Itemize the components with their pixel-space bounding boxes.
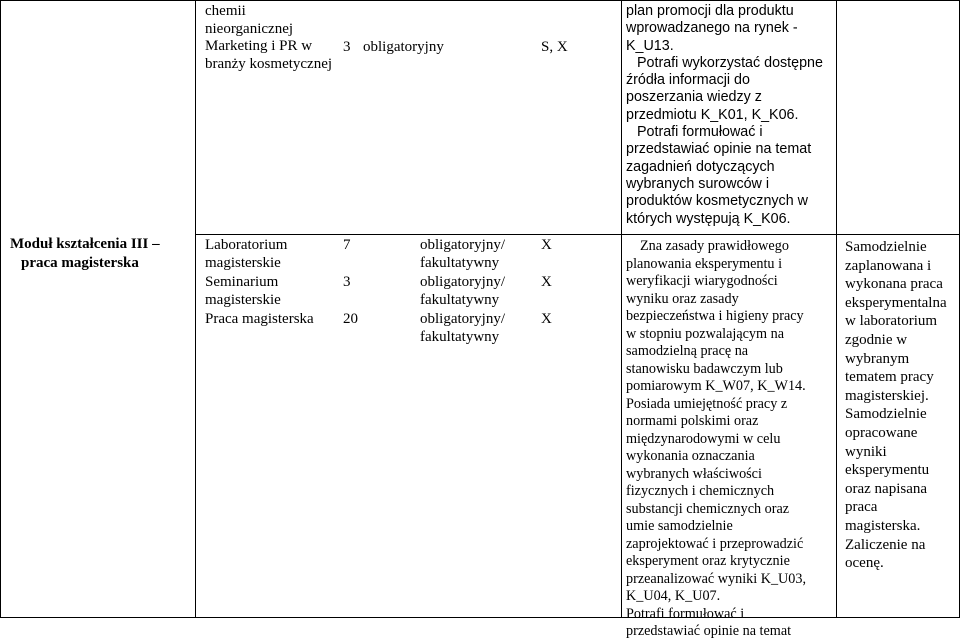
- verification-line: w laboratorium: [845, 313, 938, 330]
- outcome-line: bezpieczeństwa i higieny pracy: [626, 308, 804, 324]
- outcome-line: wybranych właściwości: [626, 465, 762, 482]
- course-status-line: obligatoryjny/: [420, 311, 505, 327]
- course-status: [420, 311, 505, 346]
- outcome-line: pomiarowym K_W07, K_W14.: [626, 378, 806, 394]
- outcome-line: których występują K_K06.: [626, 210, 791, 227]
- outcome-line: normami polskimi oraz: [626, 413, 759, 429]
- course-name-line: Praca magisterska: [205, 311, 314, 327]
- course-name: [205, 274, 281, 309]
- outcome-line: Posiada umiejętność pracy z: [626, 395, 788, 412]
- verification-line: opracowane: [845, 424, 918, 441]
- course-name: [205, 311, 314, 329]
- course-name-line: magisterskie: [205, 254, 281, 271]
- outcome-line: zaprojektować i przeprowadzić: [626, 535, 804, 552]
- outcome-line: wprowadzanego na rynek -: [626, 20, 798, 37]
- outcome-line: Zna zasady prawidłowego: [640, 238, 789, 254]
- col-divider-2: [621, 0, 622, 618]
- course-status-line: fakultatywny: [420, 328, 500, 345]
- outcome-line: substancji chemicznych oraz: [626, 500, 790, 517]
- verification-line: wybranym: [845, 350, 910, 367]
- course-name: [205, 3, 332, 73]
- outcome-line: wyniku oraz zasady: [626, 290, 739, 307]
- verification-line: ocenę.: [845, 555, 884, 572]
- verification-line: wyniki: [845, 443, 887, 460]
- course-status: obligatoryjny: [363, 39, 444, 55]
- course-mark: X: [541, 311, 552, 327]
- verification-line: magisterska.: [845, 517, 921, 534]
- outcome-line: planowania eksperymentu i: [626, 255, 783, 272]
- outcome-line: weryfikacji wiarygodności: [626, 273, 778, 289]
- outcome-line: przedstawiać opinie na temat: [626, 623, 792, 639]
- module-label-line: Moduł kształcenia III –: [10, 236, 160, 252]
- course-name-line: magisterskie: [205, 291, 281, 308]
- outcome-line: źródła informacji do: [626, 72, 750, 89]
- table-border-bottom: [0, 617, 960, 618]
- course-status-line: fakultatywny: [420, 291, 500, 308]
- course-status-line: fakultatywny: [420, 254, 500, 271]
- course-status-line: obligatoryjny/: [420, 274, 505, 290]
- outcome-line: w stopniu pozwalającym na: [626, 325, 784, 342]
- course-name: [205, 237, 287, 272]
- outcome-line: przedstawiać opinie na temat: [626, 141, 812, 158]
- outcome-line: K_U13.: [626, 37, 674, 54]
- col-divider-1: [195, 0, 196, 618]
- col-divider-3: [836, 0, 837, 618]
- course-name-line: nieorganicznej: [205, 20, 294, 37]
- verification-line: eksperymentalna: [845, 294, 947, 311]
- course-hours: 7: [343, 237, 351, 253]
- course-status: [420, 237, 505, 272]
- verification-line: praca: [845, 499, 878, 516]
- verification-line: oraz napisana: [845, 480, 928, 497]
- outcome-line: przeanalizować wyniki K_U03,: [626, 570, 807, 587]
- outcome-line: plan promocji dla produktu: [626, 3, 794, 19]
- verification-line: zgodnie w: [845, 331, 908, 348]
- outcome-line: Potrafi formułować i: [637, 124, 763, 141]
- outcome-line: przedmiotu K_K01, K_K06.: [626, 106, 799, 123]
- outcome-line: zagadnień dotyczących: [626, 158, 775, 175]
- verification-line: Samodzielnie: [845, 239, 927, 255]
- verification-line: wykonana praca: [845, 276, 943, 293]
- verification-line: Zaliczenie na: [845, 536, 926, 553]
- outcome-line: wykonania oznaczania: [626, 448, 755, 464]
- course-mark: X: [541, 274, 552, 290]
- course-mark: X: [541, 237, 552, 253]
- outcome-line: produktów kosmetycznych w: [626, 193, 808, 210]
- outcome-line: umie samodzielnie: [626, 518, 733, 534]
- outcome-line: wybranych surowców i: [626, 175, 770, 192]
- course-mark: S, X: [541, 39, 568, 55]
- course-name-line: chemii: [205, 3, 246, 19]
- verification-line: zaplanowana i: [845, 257, 932, 274]
- row-divider: [195, 234, 960, 235]
- learning-outcomes-bottom: [626, 238, 806, 641]
- outcome-line: fizycznych i chemicznych: [626, 483, 775, 499]
- course-hours: 3: [343, 274, 351, 290]
- outcome-line: eksperyment oraz krytycznie: [626, 553, 790, 569]
- verification-line: tematem pracy: [845, 369, 934, 386]
- module-label: [10, 235, 160, 273]
- verification-line: magisterskiej.: [845, 387, 929, 404]
- course-status-line: obligatoryjny/: [420, 237, 505, 253]
- course-name-line: Marketing i PR w: [205, 38, 313, 54]
- course-hours: 3: [343, 39, 351, 55]
- outcome-line: poszerzania wiedzy z: [626, 89, 762, 106]
- verification-line: eksperymentu: [845, 462, 930, 479]
- table-border-top: [0, 0, 960, 1]
- outcome-line: Potrafi formułować i: [626, 605, 745, 622]
- course-name-line: Seminarium: [205, 274, 279, 290]
- course-name-line: Laboratorium: [205, 237, 288, 253]
- outcome-line: K_U04, K_U07.: [626, 588, 721, 604]
- verification-line: Samodzielnie: [845, 406, 927, 423]
- outcome-line: stanowisku badawczym lub: [626, 360, 783, 377]
- learning-outcomes-top: [626, 3, 823, 228]
- outcome-line: Potrafi wykorzystać dostępne: [637, 54, 823, 71]
- course-hours: 20: [343, 311, 358, 327]
- course-name-line: branży kosmetycznej: [205, 55, 333, 72]
- course-status: [420, 274, 505, 309]
- col-divider-0: [0, 0, 1, 618]
- outcome-line: samodzielną pracę na: [626, 343, 749, 359]
- verification-method: [845, 238, 947, 573]
- module-label-line: praca magisterska: [21, 255, 139, 271]
- outcome-line: międzynarodowymi w celu: [626, 430, 781, 447]
